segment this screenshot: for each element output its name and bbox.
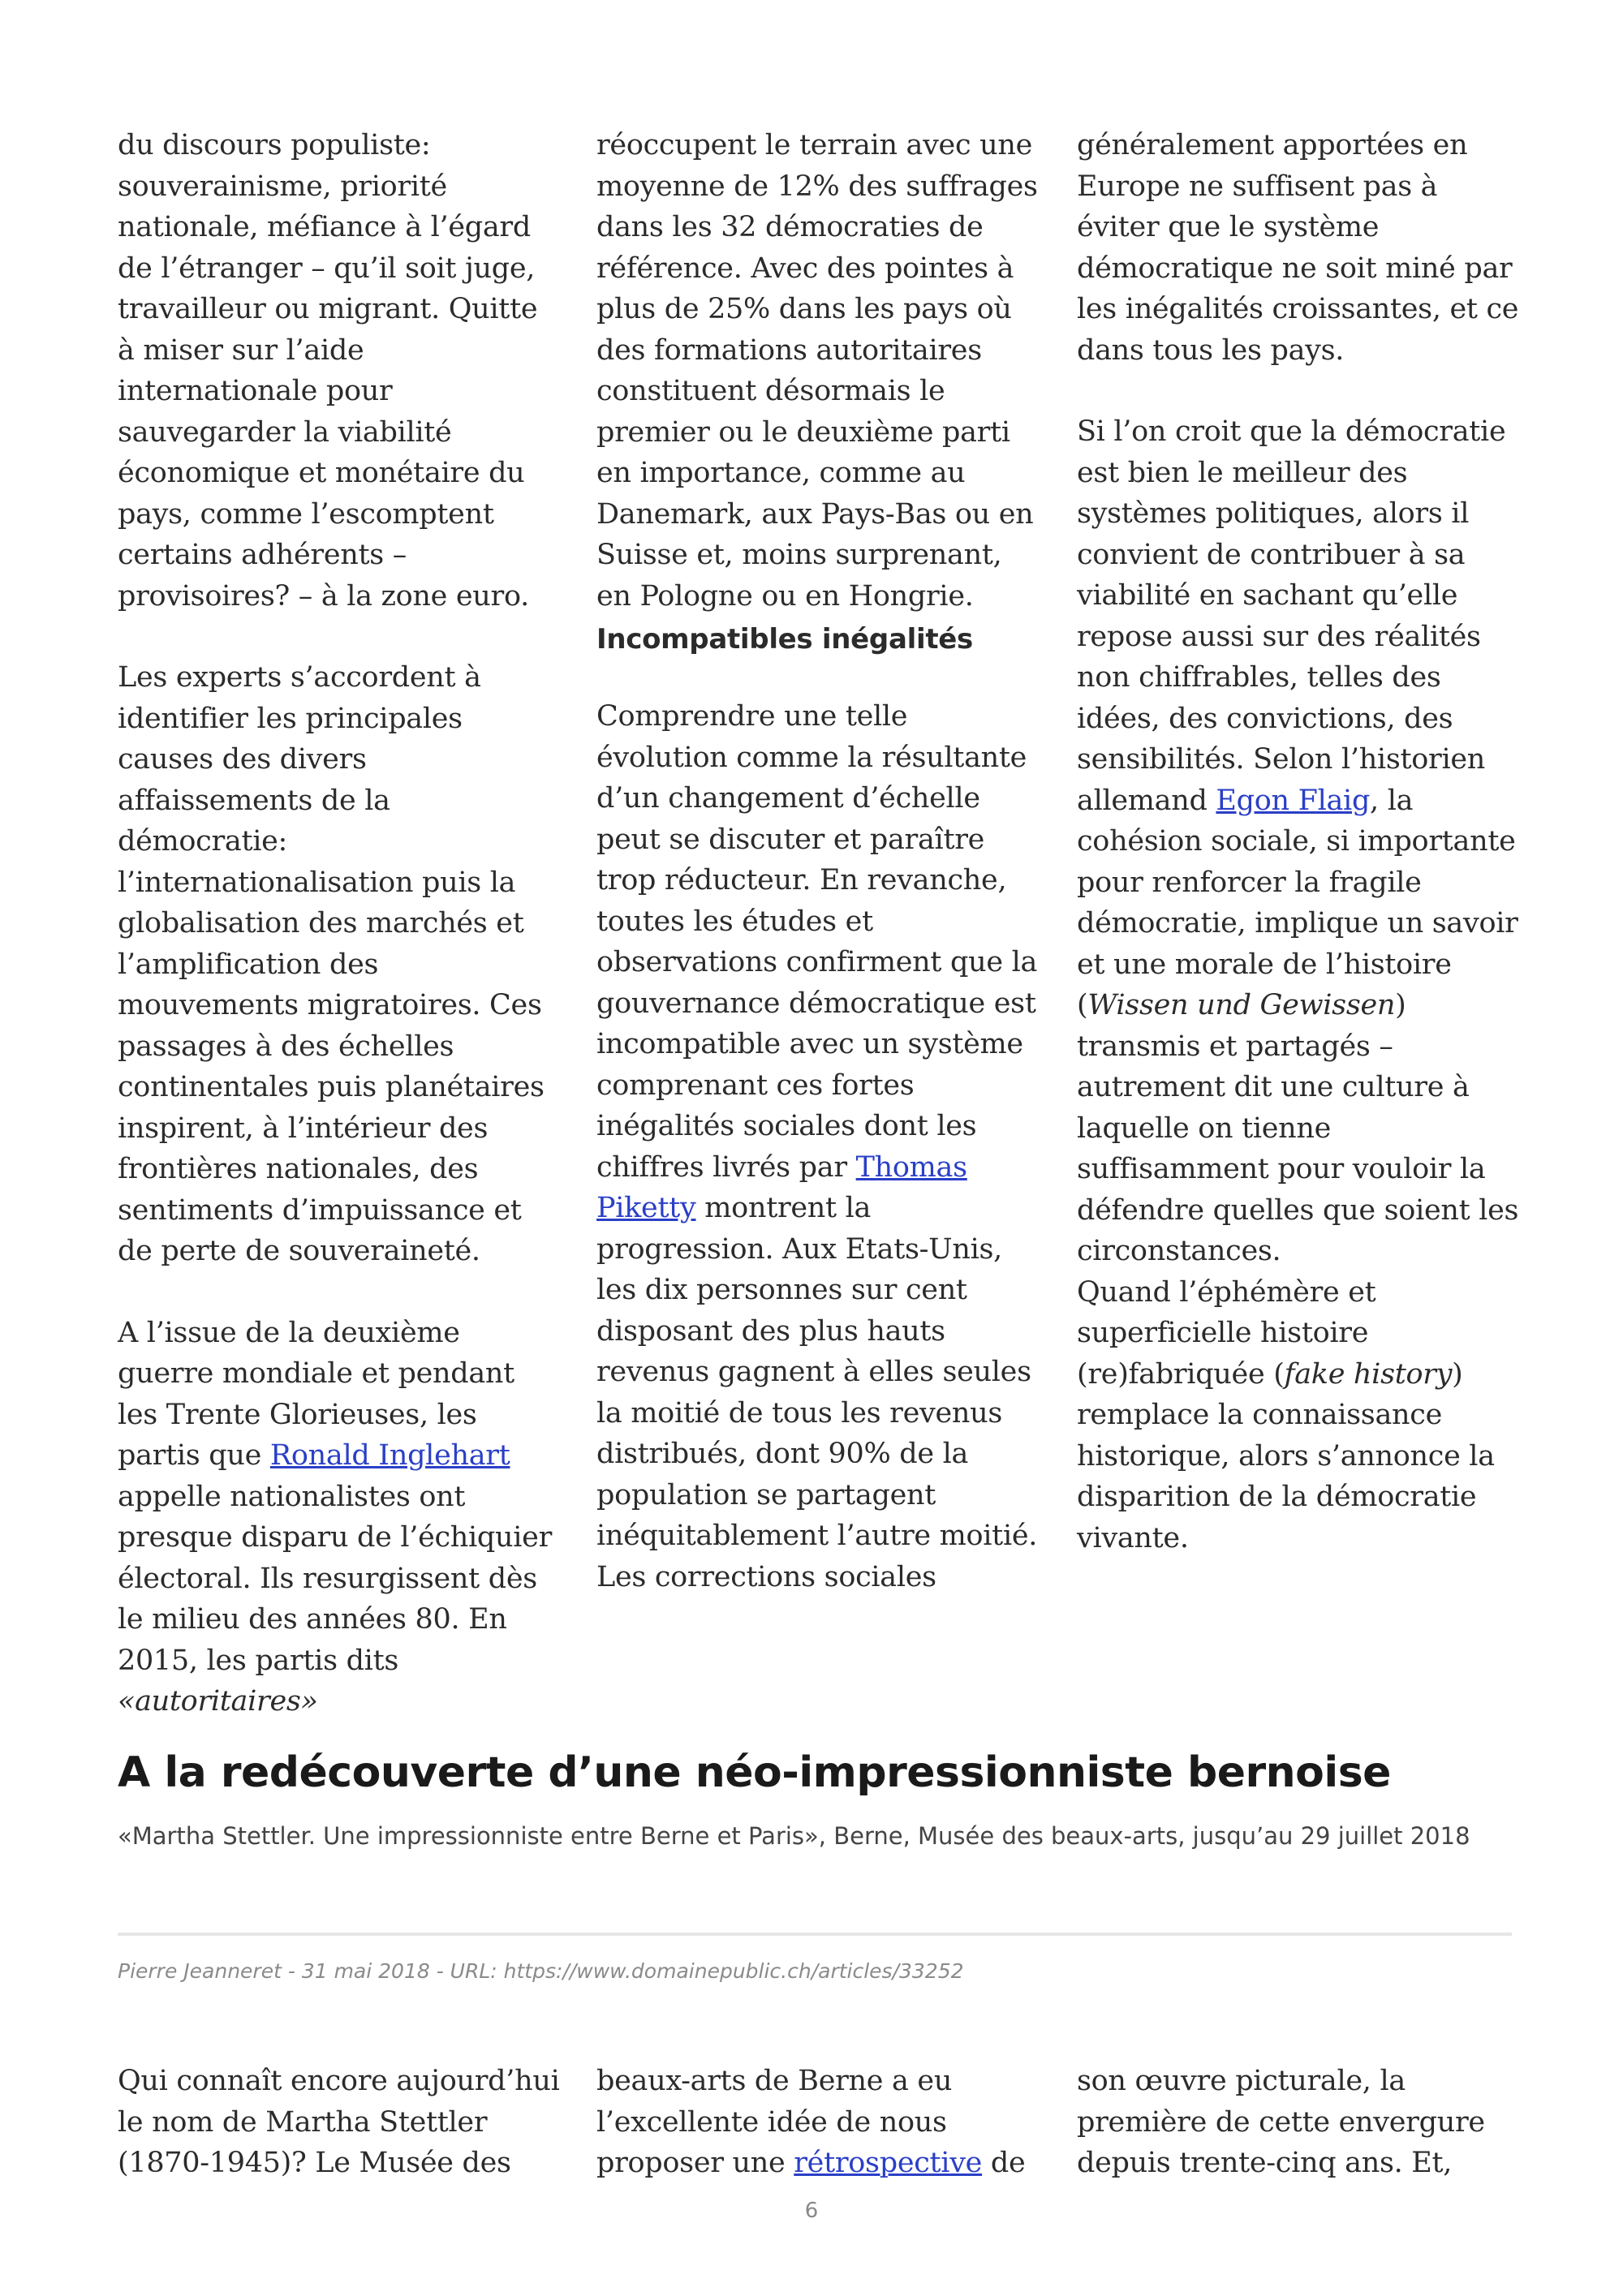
link-egon-flaig[interactable]: Egon Flaig bbox=[1216, 784, 1371, 817]
column-2 bbox=[596, 125, 1041, 1597]
column-bottom-2 bbox=[596, 2061, 1041, 2184]
paragraph: Les experts s’accordent à identifier les principales causes des divers affaissements de la démocratie: l’internationalisation puis la globalisation des marchés et l’amplification des mouvements migratoires. Ces passages à des échelles continentales puis planétaires inspirent, à l’intérieur des frontières nationales, des sentiments d’impuissance et de perte de souveraineté. bbox=[118, 661, 545, 1267]
column-bottom-1 bbox=[118, 2061, 562, 2184]
paragraph: son œuvre picturale, la première de cette envergure depuis trente-cinq ans. Et, bbox=[1077, 2065, 1485, 2179]
paragraph: Comprendre une telle évolution comme la résultante d’un changement d’échelle peut se discuter et paraître trop réducteur. En revanche, toutes les études et observations confirment que la gouvernance démocratique est incompatible avec un système comprenant ces fortes inégalités sociales dont les chiffres livrés par Thomas Piketty montrent la progression. Aux Etats-Unis, les dix personnes sur cent disposant des plus hauts revenus gagnent à elles seules la moitié de tous les revenus distribués, dont 90% de la population se partagent inéquitablement l’autre moitié. Les corrections sociales bbox=[596, 700, 1038, 1593]
column-bottom-3 bbox=[1077, 2061, 1522, 2184]
article-title: A la redécouverte d’une néo-impressionniste bernoise bbox=[118, 1748, 1391, 1797]
article-subtitle: «Martha Stettler. Une impressionniste entre Berne et Paris», Berne, Musée des beaux-arts, jusqu’au 29 juillet 2018 bbox=[118, 1822, 1470, 1850]
link-thomas-piketty[interactable]: Thomas Piketty bbox=[596, 1150, 967, 1224]
section-subheading: Incompatibles inégalités bbox=[596, 623, 973, 656]
paragraph: Qui connaît encore aujourd’hui le nom de Martha Stettler (1870-1945)? Le Musée des bbox=[118, 2065, 560, 2179]
link-ronald-inglehart[interactable]: Ronald Inglehart bbox=[269, 1439, 510, 1472]
paragraph: du discours populiste: souverainisme, priorité nationale, méfiance à l’égard de l’étranger – qu’il soit juge, travailleur ou migrant. Quitte à miser sur l’aide internationale pour sauvegarder la viabilité économique et monétaire du pays, comme l’escomptent certains adhérents – provisoires? – à la zone euro. bbox=[118, 129, 538, 613]
divider bbox=[118, 1933, 1512, 1936]
article-meta: Pierre Jeanneret - 31 mai 2018 - URL: https://www.domainepublic.ch/articles/33252 bbox=[118, 1959, 964, 1983]
paragraph: Si l’on croit que la démocratie est bien le meilleur des systèmes politiques, alors il convient de contribuer à sa viabilité en sachant qu’elle repose aussi sur des réalités non chiffrables, telles des idées, des convictions, des sensibilités. Selon l’historien allemand Egon Flaig, la cohésion sociale, si importante pour renforcer la fragile démocratie, implique un savoir et une morale de l’histoire (Wissen und Gewissen) transmis et partagés – autrement dit une culture à laquelle on tienne suffisamment pour vouloir la défendre quelles que soient les circonstances. Quand l’éphémère et superficielle histoire (re)fabriquée (fake history) remplace la connaissance historique, alors s’annonce la disparition de la démocratie vivante. bbox=[1077, 415, 1519, 1554]
page-number: 6 bbox=[804, 2199, 819, 2223]
column-1 bbox=[118, 125, 562, 1722]
paragraph: généralement apportées en Europe ne suffisent pas à éviter que le système démocratique ne soit miné par les inégalités croissantes, et ce dans tous les pays. bbox=[1077, 129, 1519, 367]
column-3 bbox=[1077, 125, 1522, 1559]
paragraph: réoccupent le terrain avec une moyenne de 12% des suffrages dans les 32 démocraties de référence. Avec des pointes à plus de 25% dans les pays où des formations autoritaires constituent désormais le premier ou le deuxième parti en importance, comme au Danemark, aux Pays-Bas ou en Suisse et, moins surprenant, en Pologne ou en Hongrie. bbox=[596, 129, 1038, 613]
link-retrospective[interactable]: rétrospective bbox=[794, 2147, 983, 2179]
paragraph: A l’issue de la deuxième guerre mondiale et pendant les Trente Glorieuses, les partis que Ronald Inglehart appelle nationalistes ont presque disparu de l’échiquier électoral. Ils resurgissent dès le milieu des années 80. En 2015, les partis dits «autoritaires» bbox=[118, 1316, 553, 1718]
paragraph: beaux-arts de Berne a eu l’excellente idée de nous proposer une rétrospective de bbox=[596, 2065, 1026, 2179]
